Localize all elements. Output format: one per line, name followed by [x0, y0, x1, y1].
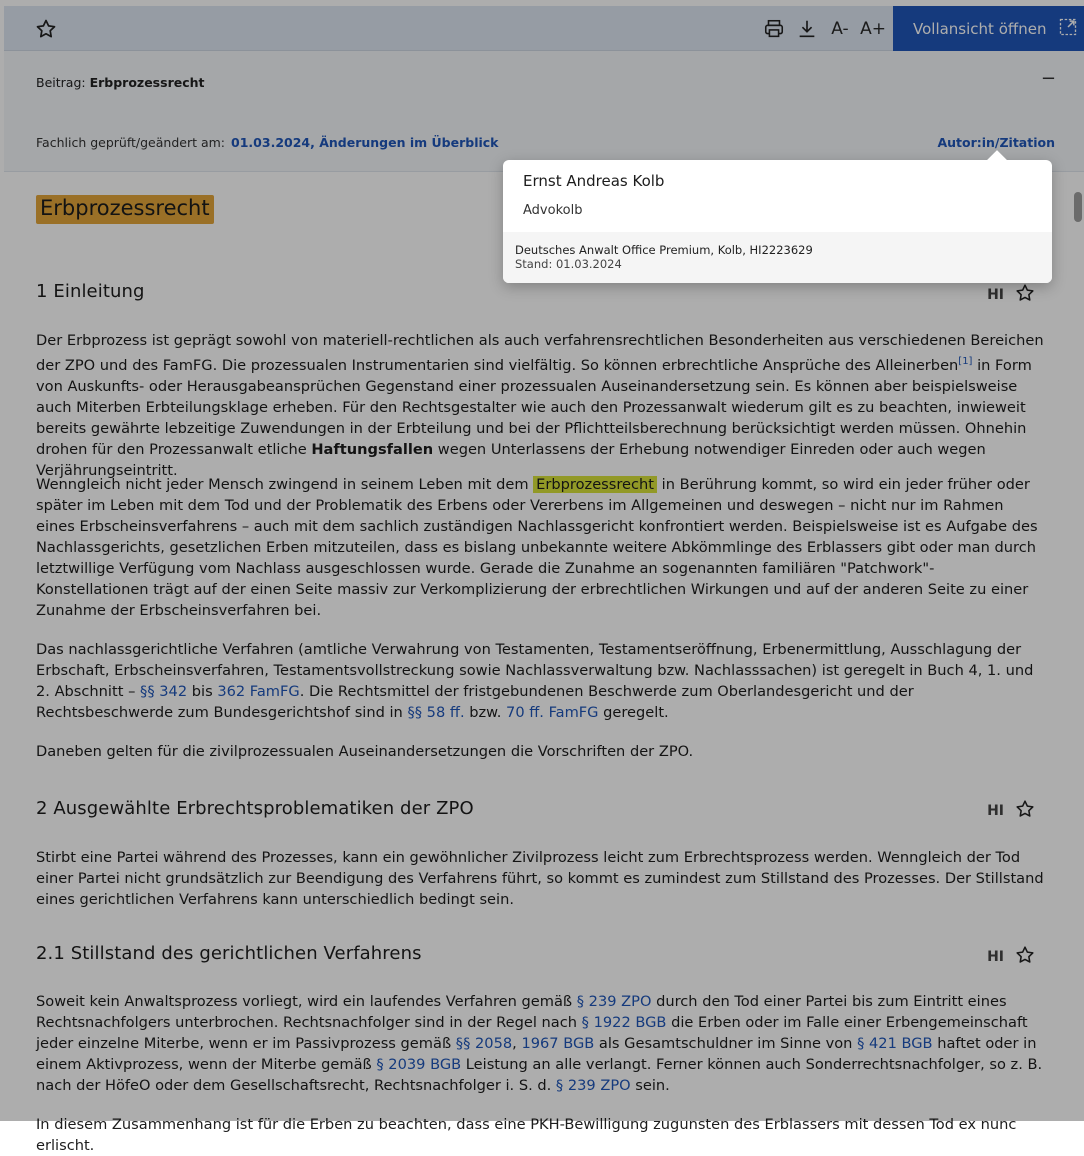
highlight-button[interactable]: HI: [987, 949, 1004, 965]
beitrag-line: [36, 75, 205, 90]
star-icon[interactable]: [1014, 944, 1036, 970]
beitrag-prefix: Beitrag:: [36, 75, 86, 90]
review-date-line: [36, 135, 499, 150]
changes-overview-link[interactable]: 01.03.2024, Änderungen im Überblick: [231, 135, 499, 150]
section-heading: 2 Ausgewählte Erbrechtsproblematiken der ZPO: [36, 798, 474, 819]
law-link[interactable]: § 239 ZPO: [555, 1077, 631, 1094]
review-label: Fachlich geprüft/geändert am:: [36, 135, 226, 150]
star-icon[interactable]: [1014, 798, 1036, 824]
star-icon[interactable]: [34, 17, 58, 41]
paragraph: In diesem Zusammenhang ist für die Erben zu beachten, dass eine PKH-Bewilligung zugunsten des Erblassers mit dessen Tod ex nunc erlischt.: [36, 1116, 1017, 1154]
law-link[interactable]: § 2039 BGB: [376, 1056, 462, 1073]
paragraph: Soweit kein Anwaltsprozess vorliegt, wird ein laufendes Verfahren gemäß § 239 ZPO durch den Tod einer Partei bis zum Eintritt eines Rechtsnachfolgers unterbrochen. Rechtsnachfolger sind in der Regel nach § 1922 BGB die Erben oder im Falle einer Erbengemeinschaft jeder einzelne Miterbe, wenn er im Passivprozess gemäß §§ 2058, 1967 BGB als Gesamtschuldner im Sinne von § 421 BGB haftet oder in einem Aktivprozess, wenn der Miterbe gemäß § 2039 BGB Leistung an alle verlangt. Ferner können auch Sonderrechtsnachfolger, so z. B. nach der HöfeO oder dem Gesellschaftsrecht, Rechtsnachfolger i. S. d. § 239 ZPO sein.: [36, 993, 1043, 1094]
scrollbar-thumb[interactable]: [1074, 192, 1082, 222]
section-tools: [987, 944, 1036, 970]
citation-text: Deutsches Anwalt Office Premium, Kolb, HI2223629: [515, 243, 813, 257]
paragraph: Der Erbprozess ist geprägt sowohl von materiell-rechtlichen als auch verfahrensrechtlichen Besonderheiten aus verschiedenen Bereichen der ZPO und des FamFG. Die prozessualen Instrumentarien sind vielfältig. So können erbrechtliche Ansprüche des Alleinerben[1] in Form von Auskunfts- oder Herausgabeansprüchen Gegenstand einer prozessualen Auseinandersetzung sein. Es können aber beispielsweise auch Miterben Erbteilungsklage erheben. Für den Rechtsgestalter wie auch den Prozessanwalt wiederum gilt es zu beachten, inwieweit bereits gewährte lebzeitige Zuwendungen in der Erbteilung und bei der Pflichtteilsberechnung berücksichtigt werden müssen. Ohnehin drohen für den Prozessanwalt etliche Haftungsfallen wegen Unterlassens der Erhebung notwendiger Einreden oder auch wegen Verjährungseintritt.: [36, 332, 1044, 479]
section-tools: [987, 798, 1036, 824]
section-heading: 1 Einleitung: [36, 281, 145, 302]
collapse-button[interactable]: −: [1040, 68, 1056, 89]
search-highlight: Erbprozessrecht: [533, 476, 657, 493]
paragraph: Stirbt eine Partei während des Prozesses, kann ein gewöhnlicher Zivilprozess leicht zum Erbrechtsprozess werden. Wenngleich der Tod einer Partei nicht grundsätzlich zur Beendigung des Verfahrens führt, so kommt es zumindest zum Stillstand des Prozesses. Der Stillstand eines gerichtlichen Verfahrens kann unterschiedlich bedingt sein.: [36, 849, 1044, 908]
open-full-view-label: Vollansicht öffnen: [913, 19, 1047, 38]
paragraph: Wenngleich nicht jeder Mensch zwingend in seinem Leben mit dem Erbprozessrecht in Berührung kommt, so wird ein jeder früher oder später im Leben mit dem Tod und der Problematik des Erbens oder Vererbens im Allgemeinen und deswegen – nicht nur im Rahmen eines Erbscheinsverfahrens – auch mit dem sachlich zuständigen Nachlassgericht konfrontiert werden. Beispielsweise ist es Aufgabe des Nachlassgerichts, gesetzlichen Erben mitzuteilen, dass es bislang unbekannte weitere Abkömmlinge des Erblassers gibt oder man durch letztwillige Verfügung vom Nachlass ausgeschlossen wurde. Gerade die Zunahme an sogenannten familiären "Patchwork"-Konstellationen trägt auf der einen Seite massiv zur Verkomplizierung der erbrechtlichen Wirkungen und auf der anderen Seite zu einer Zunahme der Erbscheinsverfahren bei.: [36, 476, 1038, 619]
section-tools: [987, 282, 1036, 308]
paragraph: Daneben gelten für die zivilprozessualen Auseinandersetzungen die Vorschriften der ZPO.: [36, 743, 694, 760]
law-link[interactable]: § 1922 BGB: [581, 1014, 667, 1031]
open-full-view-button[interactable]: [893, 6, 1084, 51]
law-link[interactable]: 362 FamFG: [217, 683, 300, 700]
law-link[interactable]: §§ 342: [140, 683, 188, 700]
font-increase-icon[interactable]: A+: [860, 19, 886, 39]
article-meta: [4, 51, 1084, 172]
print-icon[interactable]: [762, 17, 786, 41]
law-link[interactable]: § 239 ZPO: [576, 993, 652, 1010]
star-icon[interactable]: [1014, 282, 1036, 308]
law-link[interactable]: §§ 2058: [455, 1035, 513, 1052]
author-citation-link[interactable]: Autor:in/Zitation: [937, 135, 1055, 150]
law-link[interactable]: §§ 58 ff.: [407, 704, 465, 721]
toolbar: [4, 6, 1084, 51]
highlight-button[interactable]: HI: [987, 803, 1004, 819]
law-link[interactable]: 1967 BGB: [521, 1035, 595, 1052]
law-link[interactable]: 70 ff. FamFG: [506, 704, 599, 721]
section-heading: 2.1 Stillstand des gerichtlichen Verfahrens: [36, 943, 422, 964]
expand-icon: [1058, 17, 1078, 41]
author-popover: [503, 160, 1052, 283]
download-icon[interactable]: [795, 17, 819, 41]
author-organization: Advokolb: [523, 203, 583, 218]
paragraph: Das nachlassgerichtliche Verfahren (amtliche Verwahrung von Testamenten, Testamentseröffnung, Erbenermittlung, Ausschlagung der Erbschaft, Erbscheinsverfahren, Testamentsvollstreckung sowie Nachlassverwaltung bzw. Nachlasssachen) ist geregelt in Buch 4, 1. und 2. Abschnitt – §§ 342 bis 362 FamFG. Die Rechtsmittel der fristgebundenen Beschwerde zum Oberlandesgericht und der Rechtsbeschwerde zum Bundesgerichtshof sind in §§ 58 ff. bzw. 70 ff. FamFG geregelt.: [36, 641, 1034, 721]
beitrag-title: Erbprozessrecht: [89, 75, 205, 90]
document-title: Erbprozessrecht: [36, 195, 214, 224]
highlight-button[interactable]: HI: [987, 287, 1004, 303]
font-decrease-icon[interactable]: A-: [831, 19, 849, 39]
author-name: Ernst Andreas Kolb: [523, 172, 665, 190]
citation-box: [503, 232, 1052, 283]
law-link[interactable]: § 421 BGB: [857, 1035, 933, 1052]
footnote-link[interactable]: [1]: [958, 356, 973, 367]
citation-stand: Stand: 01.03.2024: [515, 257, 622, 271]
toolbar-actions: [762, 16, 885, 42]
